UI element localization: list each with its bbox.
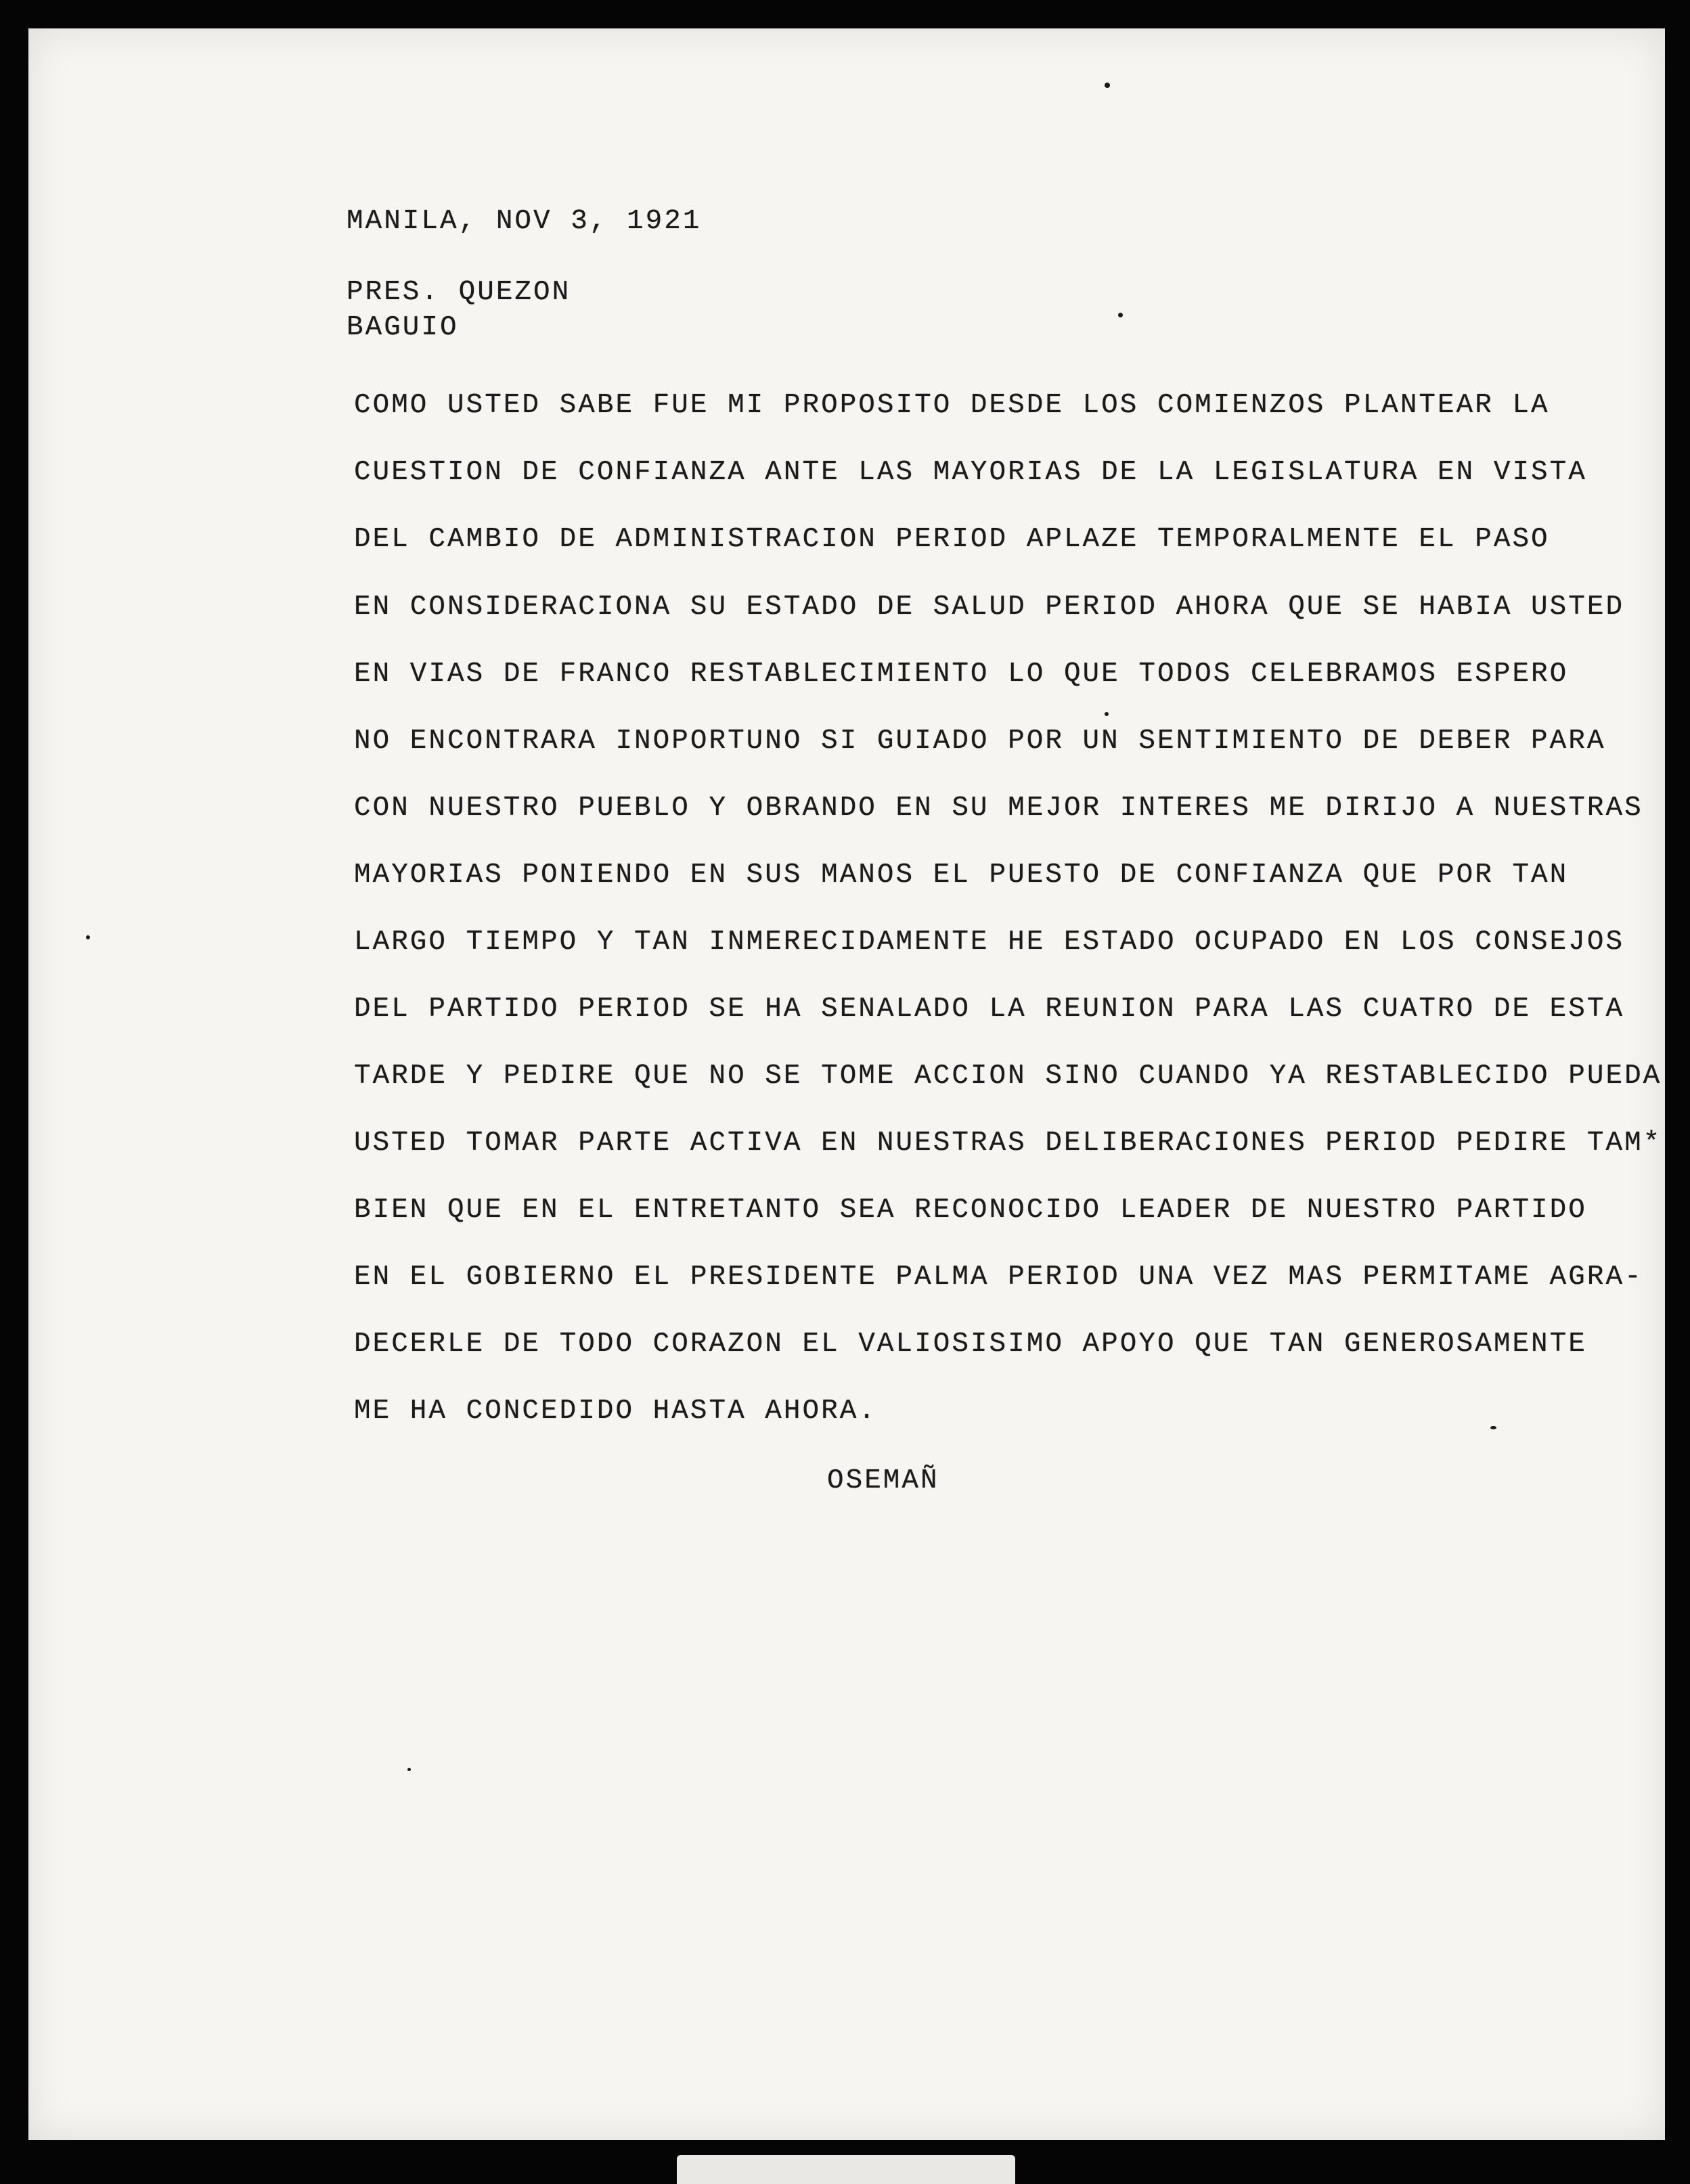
ink-speck [1118,313,1123,317]
location: BAGUIO [347,312,459,343]
ink-speck [1490,1426,1496,1429]
body-line: LARGO TIEMPO Y TAN INMERECIDAMENTE HE ESTADO OCUPADO EN LOS CONSEJOS [354,927,1625,958]
body-line: MAYORIAS PONIENDO EN SUS MANOS EL PUESTO DE CONFIANZA QUE POR TAN [354,860,1569,891]
body-line: NO ENCONTRARA INOPORTUNO SI GUIADO POR UN SENTIMIENTO DE DEBER PARA [354,726,1606,757]
body-line: EN EL GOBIERNO EL PRESIDENTE PALMA PERIOD UNA VEZ MAS PERMITAME AGRA- [354,1262,1643,1293]
body-line: CON NUESTRO PUEBLO Y OBRANDO EN SU MEJOR INTERES ME DIRIJO A NUESTRAS [354,793,1643,824]
ink-speck [1105,83,1110,88]
body-line: DECERLE DE TODO CORAZON EL VALIOSISIMO APOYO QUE TAN GENEROSAMENTE [354,1329,1587,1360]
dateline: MANILA, NOV 3, 1921 [347,206,702,237]
body-line: EN VIAS DE FRANCO RESTABLECIMIENTO LO QUE TODOS CELEBRAMOS ESPERO [354,659,1569,690]
ink-speck [407,1768,411,1771]
body-line: DEL CAMBIO DE ADMINISTRACION PERIOD APLAZE TEMPORALMENTE EL PASO [354,524,1550,555]
body-line: DEL PARTIDO PERIOD SE HA SENALADO LA REUNION PARA LAS CUATRO DE ESTA [354,994,1625,1025]
body-line: USTED TOMAR PARTE ACTIVA EN NUESTRAS DELIBERACIONES PERIOD PEDIRE TAM* [354,1128,1662,1159]
ink-speck [1105,712,1109,716]
body-line: BIEN QUE EN EL ENTRETANTO SEA RECONOCIDO LEADER DE NUESTRO PARTIDO [354,1195,1587,1226]
body-line: EN CONSIDERACIONA SU ESTADO DE SALUD PERIOD AHORA QUE SE HABIA USTED [354,592,1625,623]
page-tab [677,2155,1015,2184]
addressee: PRES. QUEZON [347,277,571,308]
body-line: COMO USTED SABE FUE MI PROPOSITO DESDE LOS COMIENZOS PLANTEAR LA [354,390,1550,421]
body-line: ME HA CONCEDIDO HASTA AHORA. [354,1396,877,1427]
body-line: TARDE Y PEDIRE QUE NO SE TOME ACCION SINO CUANDO YA RESTABLECIDO PUEDA [354,1061,1662,1092]
ink-speck [86,935,90,939]
body-line: CUESTION DE CONFIANZA ANTE LAS MAYORIAS DE LA LEGISLATURA EN VISTA [354,457,1587,488]
signature: OSEMAÑ [827,1465,939,1496]
